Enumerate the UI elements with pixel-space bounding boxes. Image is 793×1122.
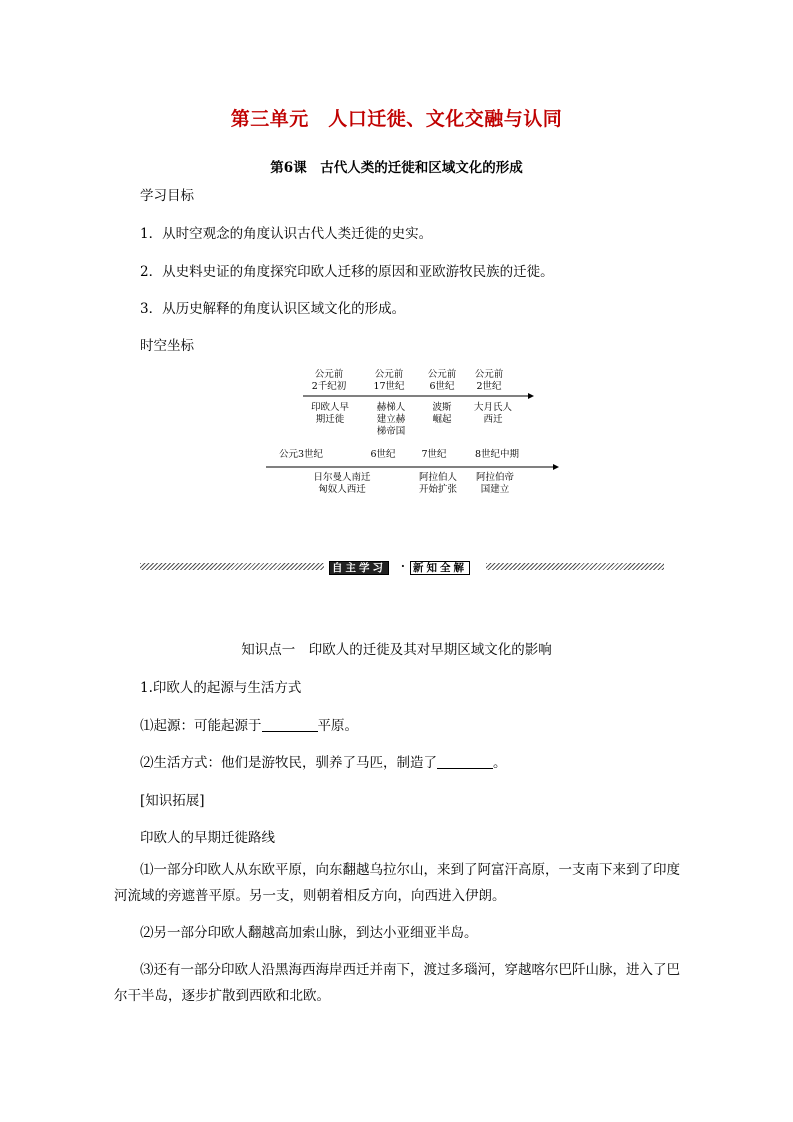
- lifestyle-line: [140, 751, 507, 771]
- origin-line: [140, 714, 358, 734]
- timeline-date: 公元3世纪: [278, 449, 324, 460]
- timeline-event: 阿拉伯帝 国建立: [475, 472, 514, 495]
- objective-item: 3．从历史解释的角度认识区域文化的形成。: [140, 301, 406, 317]
- section-title: 1.印欧人的起源与生活方式: [140, 680, 302, 696]
- lesson-title: 第6课 古代人类的迁徙和区域文化的形成: [270, 160, 523, 176]
- timeline-date: 公元前 6世纪: [427, 369, 457, 392]
- timeline-event: 阿拉伯人 开始扩张: [418, 472, 457, 495]
- banner-hatch-left: [140, 563, 324, 570]
- timeline-event: 印欧人早 期迁徙: [310, 402, 349, 425]
- extension-paragraph: ⑶还有一部分印欧人沿黑海西海岸西迁并南下，渡过多瑙河，穿越喀尔巴阡山脉，进入了巴尔干半岛，逐步扩散到西欧和北欧。: [114, 962, 680, 1004]
- timeline-axes: [0, 0, 793, 520]
- timeline-event: 日尔曼人南迁 匈奴人西迁: [313, 472, 371, 495]
- extension-paragraph: ⑵另一部分印欧人翻越高加索山脉，到达小亚细亚半岛。: [140, 925, 478, 941]
- timeline-date: 8世纪中期: [474, 449, 520, 460]
- origin-suffix: 平原。: [317, 718, 358, 734]
- timeline-date: 公元前 17世纪: [373, 369, 405, 392]
- extension-paragraph: ⑴一部分印欧人从东欧平原，向东翻越乌拉尔山，来到了阿富汗高原，一支南下来到了印度河流域的旁遮普平原。另一支，则朝着相反方向，向西进入伊朗。: [114, 862, 680, 904]
- extension-label: [知识拓展]: [140, 793, 205, 809]
- section-banner: [140, 561, 664, 573]
- banner-hatch-right: [486, 563, 664, 570]
- timeline-date: 公元前 2世纪: [474, 369, 504, 392]
- timeline-date: 7世纪: [421, 449, 447, 460]
- timeline-date: 6世纪: [370, 449, 396, 460]
- unit-title: 第三单元 人口迁徙、文化交融与认同: [230, 108, 563, 130]
- origin-prefix: ⑴起源：可能起源于: [140, 718, 262, 734]
- timeline-event: 赫梯人 建立赫 梯帝国: [376, 402, 406, 437]
- lifestyle-suffix: 。: [493, 755, 507, 771]
- lifestyle-prefix: ⑵生活方式：他们是游牧民，驯养了马匹，制造了: [140, 755, 437, 771]
- timeline-event: 大月氏人 西迁: [473, 402, 512, 425]
- banner-tag-right: 新知全解: [410, 561, 470, 575]
- timeline-date: 公元前 2千纪初: [311, 369, 347, 392]
- banner-dot: ·: [401, 560, 405, 573]
- timeline-arrow-2: [553, 464, 559, 470]
- objective-item: 2．从史料史证的角度探究印欧人迁移的原因和亚欧游牧民族的迁徙。: [140, 264, 554, 280]
- origin-blank: [262, 717, 318, 732]
- banner-tag-left: 自主学习: [329, 561, 389, 575]
- objective-item: 1．从时空观念的角度认识古代人类迁徙的史实。: [140, 226, 433, 242]
- objectives-heading: 学习目标: [140, 188, 194, 204]
- timeline-event: 波斯 崛起: [432, 402, 452, 425]
- timeline-heading: 时空坐标: [140, 338, 194, 354]
- extension-title: 印欧人的早期迁徙路线: [140, 830, 275, 846]
- timeline-arrow-1: [528, 393, 534, 399]
- lifestyle-blank: [437, 754, 493, 769]
- knowledge-point-title: 知识点一 印欧人的迁徙及其对早期区域文化的影响: [241, 642, 552, 658]
